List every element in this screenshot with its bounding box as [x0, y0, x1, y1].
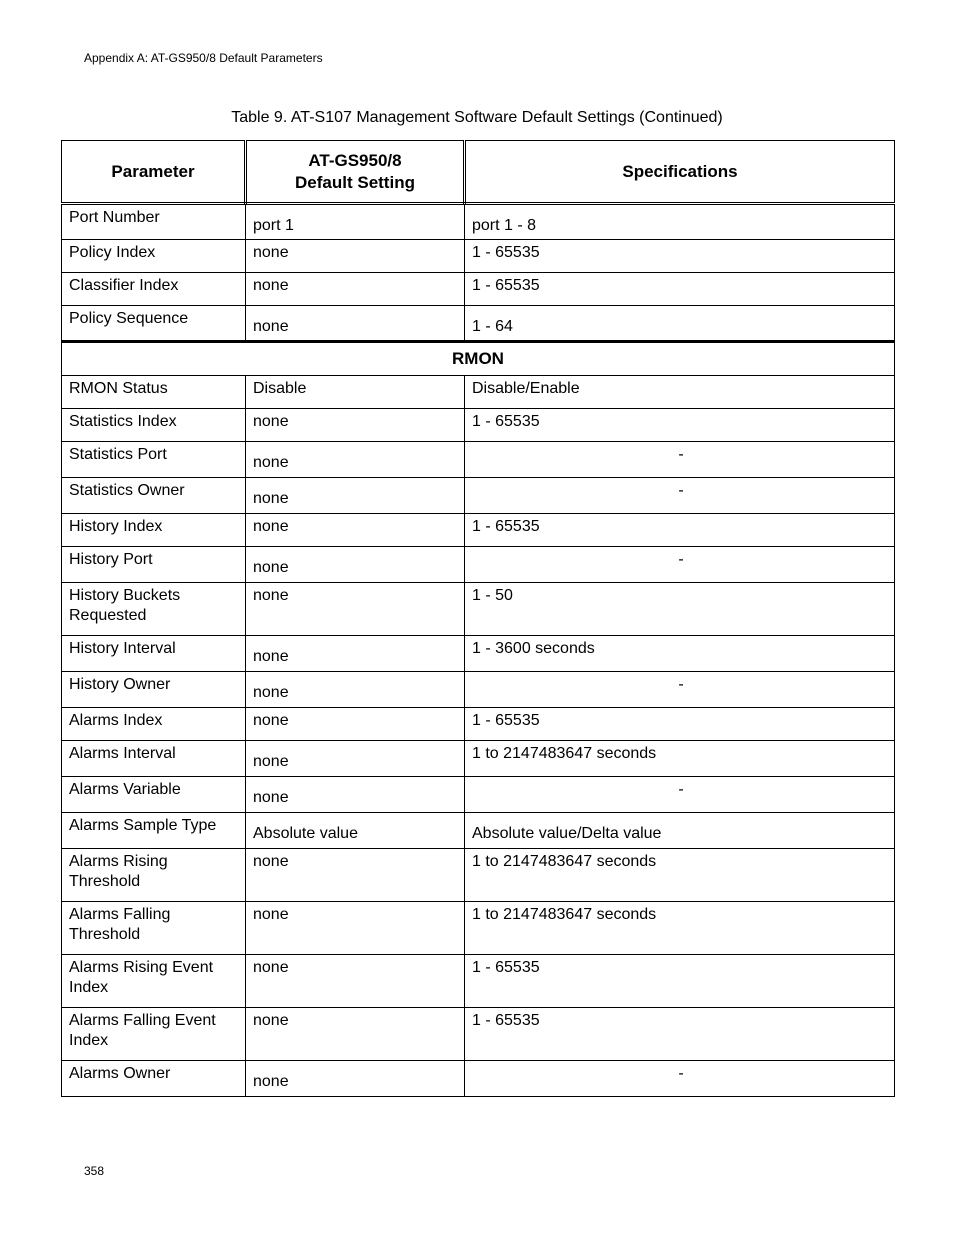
table-row	[62, 636, 895, 672]
column-header-default-line1: AT-GS950/8	[308, 150, 402, 170]
spec-cell: -	[465, 547, 895, 583]
table-row	[62, 409, 895, 442]
parameter-cell: Alarms Falling Event Index	[62, 1008, 246, 1061]
default-cell: none	[246, 514, 465, 547]
parameter-cell: Alarms Index	[62, 708, 246, 741]
default-cell: port 1	[246, 204, 465, 240]
spec-cell: 1 - 50	[465, 583, 895, 636]
default-settings-table	[61, 140, 895, 1097]
column-header-parameter: Parameter	[62, 141, 246, 204]
table-row	[62, 583, 895, 636]
spec-cell: -	[465, 478, 895, 514]
parameter-cell: History Owner	[62, 672, 246, 708]
spec-cell: 1 - 65535	[465, 273, 895, 306]
default-cell: none	[246, 583, 465, 636]
spec-cell: 1 - 64	[465, 306, 895, 342]
section-row-rmon	[62, 342, 895, 376]
default-cell: none	[246, 1061, 465, 1097]
parameter-cell: Statistics Port	[62, 442, 246, 478]
spec-cell: -	[465, 442, 895, 478]
parameter-cell: Policy Sequence	[62, 306, 246, 342]
table-row	[62, 240, 895, 273]
spec-cell: 1 to 2147483647 seconds	[465, 902, 895, 955]
default-cell: Disable	[246, 376, 465, 409]
default-cell: none	[246, 547, 465, 583]
default-cell: none	[246, 478, 465, 514]
spec-cell: 1 - 65535	[465, 708, 895, 741]
parameter-cell: History Buckets Requested	[62, 583, 246, 636]
table-row	[62, 306, 895, 342]
spec-cell: Disable/Enable	[465, 376, 895, 409]
parameter-cell: Port Number	[62, 204, 246, 240]
default-cell: none	[246, 409, 465, 442]
parameter-cell: Alarms Rising Event Index	[62, 955, 246, 1008]
parameter-cell: History Index	[62, 514, 246, 547]
spec-cell: 1 - 3600 seconds	[465, 636, 895, 672]
table-row	[62, 672, 895, 708]
table-row	[62, 955, 895, 1008]
table-row	[62, 813, 895, 849]
table-row	[62, 442, 895, 478]
parameter-cell: Statistics Index	[62, 409, 246, 442]
header-row	[62, 141, 895, 204]
spec-cell: 1 - 65535	[465, 240, 895, 273]
running-header: Appendix A: AT-GS950/8 Default Parameters	[84, 51, 323, 65]
default-cell: none	[246, 672, 465, 708]
parameter-cell: Alarms Sample Type	[62, 813, 246, 849]
spec-cell: 1 to 2147483647 seconds	[465, 849, 895, 902]
table-row	[62, 777, 895, 813]
page-number: 358	[84, 1164, 105, 1178]
default-cell: none	[246, 636, 465, 672]
default-cell: none	[246, 306, 465, 342]
spec-cell: Absolute value/Delta value	[465, 813, 895, 849]
table-caption: Table 9. AT-S107 Management Software Default Settings (Continued)	[231, 109, 723, 126]
parameter-cell: History Interval	[62, 636, 246, 672]
parameter-cell: Alarms Rising Threshold	[62, 849, 246, 902]
table-row	[62, 1008, 895, 1061]
column-header-default-setting	[246, 141, 465, 204]
column-header-specifications: Specifications	[465, 141, 895, 204]
table-row	[62, 741, 895, 777]
default-cell: none	[246, 849, 465, 902]
parameter-cell: Statistics Owner	[62, 478, 246, 514]
default-cell: none	[246, 442, 465, 478]
table-row	[62, 1061, 895, 1097]
spec-cell: -	[465, 1061, 895, 1097]
parameter-cell: History Port	[62, 547, 246, 583]
spec-cell: -	[465, 672, 895, 708]
spec-cell: 1 - 65535	[465, 955, 895, 1008]
table-row	[62, 204, 895, 240]
table-row	[62, 514, 895, 547]
default-cell: none	[246, 902, 465, 955]
spec-cell: -	[465, 777, 895, 813]
parameter-cell: Classifier Index	[62, 273, 246, 306]
table-row	[62, 849, 895, 902]
spec-cell: port 1 - 8	[465, 204, 895, 240]
table-row	[62, 708, 895, 741]
default-cell: none	[246, 240, 465, 273]
default-cell: none	[246, 777, 465, 813]
table-row	[62, 273, 895, 306]
parameter-cell: Alarms Owner	[62, 1061, 246, 1097]
column-header-default-line2: Default Setting	[295, 172, 415, 192]
table-row	[62, 478, 895, 514]
table-row	[62, 376, 895, 409]
parameter-cell: Alarms Interval	[62, 741, 246, 777]
default-cell: none	[246, 1008, 465, 1061]
default-cell: none	[246, 273, 465, 306]
table-row	[62, 547, 895, 583]
default-cell: none	[246, 708, 465, 741]
parameter-cell: Alarms Falling Threshold	[62, 902, 246, 955]
parameter-cell: Policy Index	[62, 240, 246, 273]
section-title: RMON	[62, 342, 895, 376]
default-cell: none	[246, 955, 465, 1008]
spec-cell: 1 - 65535	[465, 1008, 895, 1061]
parameter-cell: RMON Status	[62, 376, 246, 409]
spec-cell: 1 - 65535	[465, 514, 895, 547]
default-cell: Absolute value	[246, 813, 465, 849]
table-row	[62, 902, 895, 955]
spec-cell: 1 - 65535	[465, 409, 895, 442]
default-cell: none	[246, 741, 465, 777]
parameter-cell: Alarms Variable	[62, 777, 246, 813]
spec-cell: 1 to 2147483647 seconds	[465, 741, 895, 777]
